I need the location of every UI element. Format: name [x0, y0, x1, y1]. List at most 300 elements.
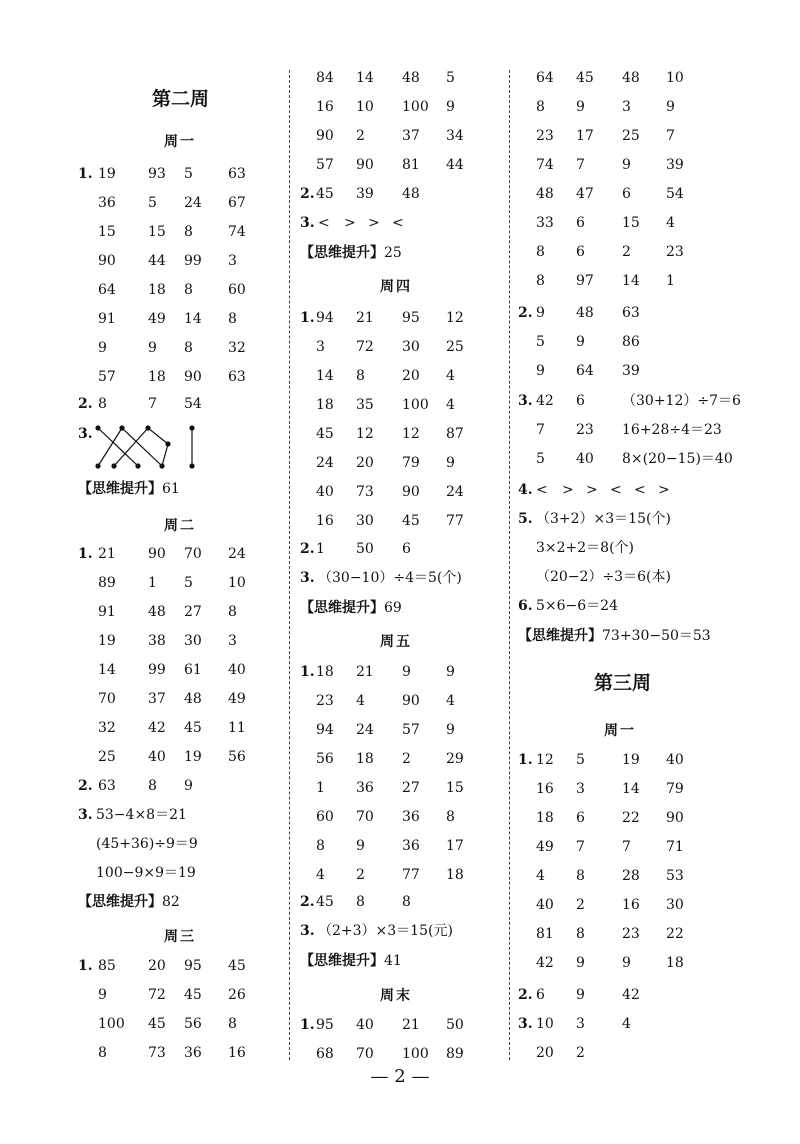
answer-value: 19 — [622, 752, 640, 768]
answer-value: 20 — [536, 1045, 554, 1061]
answer-value: 36 — [98, 195, 116, 211]
page-number: — 2 — — [370, 1066, 430, 1087]
answer-value: 25 — [446, 339, 464, 355]
answer-row — [518, 837, 778, 857]
answer-value: 7 — [666, 128, 675, 144]
answer-value: 54 — [184, 396, 202, 412]
answer-value: 19 — [98, 633, 116, 649]
question-number: 2. — [78, 778, 93, 794]
answer-value: 9 — [446, 99, 455, 115]
answer-value: 7 — [576, 157, 585, 173]
answer-value: 60 — [228, 282, 246, 298]
answer-value: 8 — [356, 894, 365, 910]
thinking-boost — [518, 625, 711, 645]
answer-value: 7 — [536, 422, 545, 438]
answer-value: 6 — [576, 244, 585, 260]
answer-value: 79 — [666, 781, 684, 797]
answer-row — [518, 567, 778, 587]
comparison-sign: > — [344, 215, 356, 231]
question-number: 2. — [300, 541, 315, 557]
thinking-boost-label: 【思维提升】 — [300, 245, 384, 261]
answer-value: 5 — [148, 195, 157, 211]
question-number: 1. — [518, 752, 533, 768]
answer-row — [78, 660, 338, 680]
answer-value: 89 — [446, 1046, 464, 1062]
answer-value: 12 — [446, 310, 464, 326]
day-title: 周二 — [164, 518, 196, 534]
answer-row — [78, 1014, 338, 1034]
thinking-boost-label: 【思维提升】 — [300, 953, 384, 969]
comparison-sign: < — [634, 482, 646, 498]
answer-value: 6 — [576, 215, 585, 231]
answer-value: 77 — [402, 867, 420, 883]
answer-value: 5 — [184, 575, 193, 591]
answer-value: 48 — [402, 70, 420, 86]
answer-value: 2 — [402, 751, 411, 767]
answer-value: 70 — [184, 546, 202, 562]
answer-value: 4 — [356, 693, 365, 709]
answer-value: 95 — [402, 310, 420, 326]
thinking-boost-answer: 61 — [162, 481, 180, 497]
answer-value: 97 — [576, 273, 594, 289]
answer-row — [78, 394, 338, 414]
answer-value: 45 — [148, 1016, 166, 1032]
answer-value: 64 — [576, 363, 594, 379]
answer-row — [518, 480, 778, 500]
day-title: 周末 — [380, 988, 412, 1004]
answer-value: 7 — [576, 839, 585, 855]
answer-value: 1 — [666, 273, 675, 289]
answer-value: 14 — [98, 662, 116, 678]
thinking-boost-label: 【思维提升】 — [518, 628, 602, 644]
answer-value: 67 — [228, 195, 246, 211]
answer-row — [78, 776, 338, 796]
answer-value: 23 — [536, 128, 554, 144]
answer-value: 40 — [148, 749, 166, 765]
answer-value: 73 — [148, 1045, 166, 1061]
answer-value: 36 — [402, 838, 420, 854]
answer-value: 17 — [576, 128, 594, 144]
answer-value: 48 — [148, 604, 166, 620]
answer-value: 28 — [622, 868, 640, 884]
comparison-sign: > — [368, 215, 380, 231]
answer-value: 57 — [402, 722, 420, 738]
answer-value: 45 — [316, 426, 334, 442]
answer-value: 35 — [356, 397, 374, 413]
answer-value: 9 — [666, 99, 675, 115]
answer-value: 32 — [98, 720, 116, 736]
answer-value: 23 — [576, 422, 594, 438]
answer-value: 10 — [666, 70, 684, 86]
equation: 5×6−6＝24 — [536, 598, 618, 614]
answer-value: 21 — [356, 310, 374, 326]
answer-value: 91 — [98, 311, 116, 327]
answer-value: 60 — [316, 809, 334, 825]
answer-value: 2 — [576, 897, 585, 913]
answer-value: 26 — [228, 987, 246, 1003]
answer-value: 56 — [228, 749, 246, 765]
answer-value: 9 — [576, 987, 585, 1003]
answer-value: 48 — [184, 691, 202, 707]
day-title: 周一 — [164, 134, 196, 150]
answer-row — [78, 689, 338, 709]
answer-value: 90 — [356, 157, 374, 173]
answer-value: 38 — [148, 633, 166, 649]
answer-row — [518, 97, 778, 117]
answer-row — [518, 596, 778, 616]
answer-row — [518, 361, 778, 381]
answer-row — [78, 718, 338, 738]
answer-value: 8 — [316, 838, 325, 854]
answer-row — [78, 863, 338, 883]
answer-value: 63 — [622, 305, 640, 321]
answer-value: 2 — [356, 128, 365, 144]
answer-row — [518, 924, 778, 944]
answer-value: 8 — [184, 282, 193, 298]
answer-value: 6 — [576, 393, 585, 409]
question-number: 6. — [518, 598, 533, 614]
answer-value: 61 — [184, 662, 202, 678]
answer-value: 90 — [402, 693, 420, 709]
question-number: 1. — [300, 664, 315, 680]
answer-value: 3 — [576, 1016, 585, 1032]
thinking-boost — [78, 478, 180, 498]
answer-value: 90 — [402, 484, 420, 500]
answer-value: 45 — [576, 70, 594, 86]
answer-value: 100 — [402, 1046, 429, 1062]
answer-value: 12 — [402, 426, 420, 442]
answer-value: 10 — [536, 1016, 554, 1032]
answer-value: 22 — [666, 926, 684, 942]
answer-value: 93 — [148, 166, 166, 182]
answer-value: 86 — [622, 334, 640, 350]
answer-value: 8 — [536, 273, 545, 289]
answer-value: 7 — [148, 396, 157, 412]
answer-row — [300, 720, 560, 740]
answer-value: 8 — [576, 926, 585, 942]
answer-value: 99 — [184, 253, 202, 269]
answer-value: 20 — [402, 368, 420, 384]
answer-row — [518, 1014, 778, 1034]
answer-row — [78, 193, 338, 213]
answer-value: 8 — [98, 1045, 107, 1061]
answer-value: 9 — [576, 955, 585, 971]
answer-value: 50 — [446, 1017, 464, 1033]
answer-value: 5 — [536, 451, 545, 467]
question-number: 3. — [300, 923, 315, 939]
answer-value: 45 — [184, 987, 202, 1003]
answer-value: 16 — [316, 99, 334, 115]
thinking-boost — [300, 597, 402, 617]
match-line — [162, 444, 168, 466]
answer-value: 18 — [356, 751, 374, 767]
answer-row — [518, 332, 778, 352]
answer-value: 90 — [148, 546, 166, 562]
answer-value: 36 — [184, 1045, 202, 1061]
answer-value: 29 — [446, 751, 464, 767]
answer-value: 18 — [316, 664, 334, 680]
question-number: 1. — [78, 546, 93, 562]
answer-value: 18 — [316, 397, 334, 413]
answer-value: 8 — [98, 396, 107, 412]
answer-value: 3 — [228, 633, 237, 649]
answer-value: 10 — [356, 99, 374, 115]
answer-value: 48 — [622, 70, 640, 86]
comparison-sign: < — [318, 215, 330, 231]
answer-value: 8 — [184, 224, 193, 240]
answer-value: 8×(20−15)＝40 — [622, 451, 733, 467]
thinking-boost-answer: 82 — [162, 894, 180, 910]
answer-row — [78, 309, 338, 329]
answer-row — [300, 662, 560, 682]
answer-value: 4 — [446, 693, 455, 709]
week-title: 第三周 — [594, 672, 652, 694]
answer-row — [518, 420, 778, 440]
answer-value: 18 — [148, 282, 166, 298]
answer-value: 9 — [446, 722, 455, 738]
answer-value: 37 — [148, 691, 166, 707]
answer-row — [78, 956, 338, 976]
answer-value: 90 — [666, 810, 684, 826]
answer-value: 10 — [228, 575, 246, 591]
answer-value: 45 — [184, 720, 202, 736]
answer-value: 4 — [666, 215, 675, 231]
answer-value: 6 — [536, 987, 545, 1003]
thinking-boost-label: 【思维提升】 — [78, 481, 162, 497]
answer-value: 7 — [622, 839, 631, 855]
answer-value: 9 — [622, 955, 631, 971]
answer-value: 42 — [536, 393, 554, 409]
answer-value: 2 — [622, 244, 631, 260]
answer-value: 74 — [536, 157, 554, 173]
answer-value: 27 — [184, 604, 202, 620]
answer-value: 54 — [666, 186, 684, 202]
answer-value: 72 — [148, 987, 166, 1003]
answer-value: 48 — [402, 186, 420, 202]
answer-value: 18 — [446, 867, 464, 883]
answer-value: 24 — [356, 722, 374, 738]
answer-row — [300, 691, 560, 711]
answer-value: 8 — [228, 604, 237, 620]
question-number: 3. — [78, 807, 93, 823]
answer-value: 40 — [316, 484, 334, 500]
answer-row — [518, 391, 778, 411]
answer-value: 30 — [356, 513, 374, 529]
answer-value: 40 — [228, 662, 246, 678]
answer-value: 1 — [316, 541, 325, 557]
answer-value: 18 — [666, 955, 684, 971]
equation: （30−10）÷4＝5(个) — [318, 570, 462, 586]
answer-value: 40 — [576, 451, 594, 467]
answer-row — [78, 985, 338, 1005]
answer-value: 57 — [316, 157, 334, 173]
answer-value: 64 — [536, 70, 554, 86]
answer-value: 100 — [98, 1016, 125, 1032]
answer-value: 14 — [356, 70, 374, 86]
thinking-boost-label: 【思维提升】 — [78, 894, 162, 910]
question-number: 2. — [300, 894, 315, 910]
answer-row — [78, 631, 338, 651]
answer-value: 16 — [316, 513, 334, 529]
answer-value: 3 — [316, 339, 325, 355]
answer-value: 77 — [446, 513, 464, 529]
question-number: 3. — [518, 393, 533, 409]
answer-value: 70 — [356, 809, 374, 825]
comparison-sign: > — [586, 482, 598, 498]
answer-value: 30 — [666, 897, 684, 913]
answer-value: 89 — [98, 575, 116, 591]
answer-value: 8 — [536, 99, 545, 115]
answer-value: 68 — [316, 1046, 334, 1062]
answer-value: 9 — [622, 157, 631, 173]
answer-value: 19 — [98, 166, 116, 182]
answer-value: 9 — [576, 334, 585, 350]
answer-value: 40 — [356, 1017, 374, 1033]
thinking-boost-answer: 41 — [384, 953, 402, 969]
thinking-boost — [78, 891, 180, 911]
answer-value: 4 — [622, 1016, 631, 1032]
answer-value: 72 — [356, 339, 374, 355]
comparison-sign: < — [610, 482, 622, 498]
answer-value: 2 — [356, 867, 365, 883]
answer-row — [78, 251, 338, 271]
answer-value: 45 — [316, 186, 334, 202]
question-number: 3. — [300, 570, 315, 586]
answer-value: 24 — [316, 455, 334, 471]
answer-value: 90 — [184, 369, 202, 385]
answer-row — [518, 242, 778, 262]
thinking-boost-answer: 25 — [384, 245, 402, 261]
answer-value: 34 — [446, 128, 464, 144]
answer-value: 36 — [356, 780, 374, 796]
answer-value: 9 — [356, 838, 365, 854]
answer-value: 18 — [536, 810, 554, 826]
thinking-boost-answer: 69 — [384, 600, 402, 616]
answer-value: 14 — [184, 311, 202, 327]
answer-value: 95 — [316, 1017, 334, 1033]
question-number: 3. — [300, 215, 315, 231]
answer-value: 19 — [184, 749, 202, 765]
answer-value: 33 — [536, 215, 554, 231]
answer-value: 27 — [402, 780, 420, 796]
answer-value: 9 — [98, 987, 107, 1003]
answer-value: 45 — [316, 894, 334, 910]
answer-value: 2 — [576, 1045, 585, 1061]
answer-value: 9 — [98, 340, 107, 356]
answer-value: 63 — [98, 778, 116, 794]
answer-row — [518, 68, 778, 88]
thinking-boost — [300, 950, 402, 970]
answer-value: 3 — [228, 253, 237, 269]
answer-value: 39 — [356, 186, 374, 202]
answer-value: 25 — [98, 749, 116, 765]
answer-row — [518, 509, 778, 529]
answer-value: 14 — [316, 368, 334, 384]
answer-value: 8 — [148, 778, 157, 794]
answer-value: 8 — [184, 340, 193, 356]
question-number: 2. — [300, 186, 315, 202]
equation: （20−2）÷3＝6(本) — [536, 569, 671, 585]
answer-value: 23 — [316, 693, 334, 709]
answer-value: 47 — [576, 186, 594, 202]
answer-row — [78, 280, 338, 300]
answer-value: 71 — [666, 839, 684, 855]
answer-row — [78, 805, 338, 825]
answer-value: 24 — [228, 546, 246, 562]
answer-value: 23 — [622, 926, 640, 942]
answer-value: 73 — [356, 484, 374, 500]
answer-value: 5 — [536, 334, 545, 350]
comparison-sign: > — [658, 482, 670, 498]
answer-value: 56 — [316, 751, 334, 767]
answer-row — [518, 985, 778, 1005]
answer-value: 57 — [98, 369, 116, 385]
question-number: 1. — [78, 166, 93, 182]
answer-value: 15 — [98, 224, 116, 240]
answer-value: 44 — [446, 157, 464, 173]
answer-value: 25 — [622, 128, 640, 144]
thinking-boost — [300, 242, 402, 262]
answer-value: 79 — [402, 455, 420, 471]
answer-value: 9 — [402, 664, 411, 680]
comparison-sign: > — [562, 482, 574, 498]
answer-value: 9 — [536, 363, 545, 379]
answer-value: 70 — [98, 691, 116, 707]
answer-value: 9 — [576, 99, 585, 115]
equation: 100−9×9＝19 — [96, 865, 196, 881]
answer-row — [518, 126, 778, 146]
comparison-sign: < — [392, 215, 404, 231]
comparison-sign: < — [536, 482, 548, 498]
answer-value: 70 — [356, 1046, 374, 1062]
day-title: 周四 — [380, 279, 412, 295]
answer-value: 40 — [666, 752, 684, 768]
answer-value: 100 — [402, 99, 429, 115]
equation: 53−4×8＝21 — [96, 807, 187, 823]
answer-value: 44 — [148, 253, 166, 269]
answer-value: 11 — [228, 720, 246, 736]
answer-value: 4 — [316, 867, 325, 883]
answer-value: （30+12）÷7＝6 — [622, 393, 741, 409]
answer-row — [518, 808, 778, 828]
answer-value: 16 — [228, 1045, 246, 1061]
thinking-boost-answer: 73+30−50＝53 — [602, 628, 711, 644]
answer-row — [78, 367, 338, 387]
question-number: 2. — [78, 396, 93, 412]
answer-value: 37 — [402, 128, 420, 144]
answer-value: 49 — [228, 691, 246, 707]
answer-row — [518, 779, 778, 799]
answer-value: 42 — [536, 955, 554, 971]
answer-value: 3 — [576, 781, 585, 797]
answer-value: 9 — [148, 340, 157, 356]
answer-value: 6 — [576, 810, 585, 826]
answer-value: 90 — [98, 253, 116, 269]
answer-value: 21 — [356, 664, 374, 680]
answer-value: 8 — [228, 1016, 237, 1032]
answer-row — [518, 538, 778, 558]
answer-value: 21 — [98, 546, 116, 562]
answer-value: 40 — [536, 897, 554, 913]
answer-value: 20 — [148, 958, 166, 974]
answer-value: 8 — [228, 311, 237, 327]
answer-row — [518, 303, 778, 323]
question-number: 1. — [300, 1017, 315, 1033]
answer-value: 8 — [356, 368, 365, 384]
answer-value: 6 — [402, 541, 411, 557]
question-number: 2. — [518, 987, 533, 1003]
answer-value: 63 — [228, 369, 246, 385]
